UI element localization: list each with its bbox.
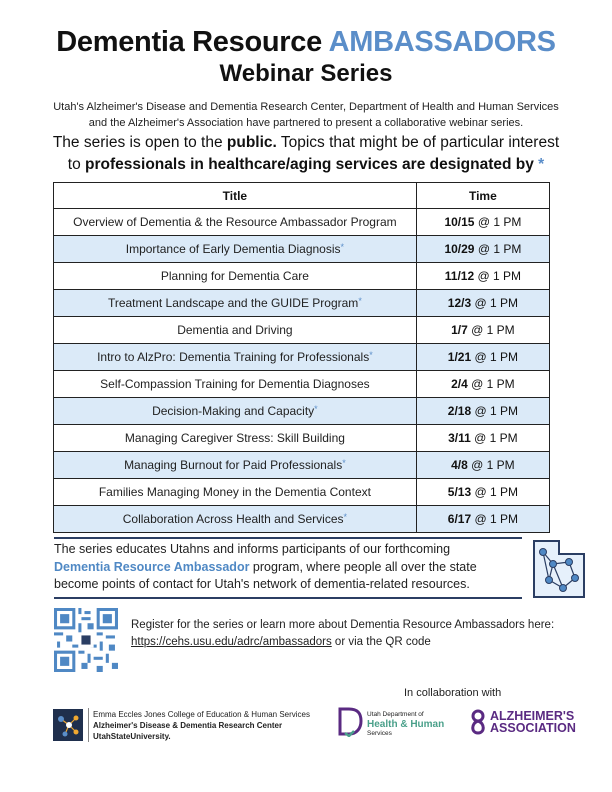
session-date: 2/4 [451,377,468,391]
page-subtitle: Webinar Series [219,60,393,87]
table-row [54,506,550,533]
education-line-2-text: program, where people all over the state [249,559,477,574]
session-time [416,479,549,506]
table-row [54,344,550,371]
education-text [54,541,522,594]
table-row [54,209,550,236]
professional-star-icon: * [340,242,345,252]
alzheimers-logo-icon [468,709,488,735]
education-line-3: become points of contact for Utah's network of dementia-related resources. [54,577,470,591]
session-time [416,506,549,533]
session-title-text: Overview of Dementia & the Resource Ambassador Program [73,215,397,229]
session-date: 10/15 [444,215,475,229]
usu-logo-text [93,709,310,742]
session-time [416,425,549,452]
usu-line-1: Emma Eccles Jones College of Education & Human Services [93,710,310,719]
session-title [54,290,417,317]
session-hour: @ 1 PM [474,431,518,445]
collaboration-label: In collaboration with [404,687,502,699]
session-hour: @ 1 PM [471,377,515,391]
register-line-1: Register for the series or learn more about Dementia Resource Ambassadors here: [131,619,555,631]
education-line-2 [54,559,522,577]
session-time [416,317,549,344]
table-row [54,236,550,263]
session-title-text: Decision-Making and Capacity [152,404,315,418]
professional-star-icon: * [369,350,373,360]
session-time [416,452,549,479]
session-date: 2/18 [447,404,472,418]
audience-professionals: professionals in healthcare/aging services are designated by [85,156,534,173]
audience-part1: The series is open to the [52,134,227,151]
session-date: 1/7 [451,323,468,337]
education-line-1: The series educates Utahns and informs participants of our forthcoming [54,542,451,556]
table-row [54,371,550,398]
header-time: Time [416,183,549,209]
session-title [54,344,417,371]
professional-star-icon: * [342,458,346,468]
divider-top [54,537,522,539]
session-title [54,317,417,344]
alzheimers-logo-text [490,710,576,734]
session-hour: @ 1 PM [471,323,515,337]
session-hour: @ 1 PM [474,404,518,418]
usu-line-3: UtahStateUniversity. [93,732,171,741]
usu-logo-divider [88,708,89,742]
professional-star-icon: * [343,512,348,522]
session-date: 10/29 [444,242,475,256]
qr-code[interactable] [54,608,118,672]
session-title-text: Families Managing Money in the Dementia Context [98,485,371,499]
audience-public: public. [226,134,277,151]
audience-part3: to [67,156,86,173]
divider-bottom [54,597,522,599]
session-hour: @ 1 PM [477,242,522,256]
session-date: 6/17 [447,512,472,526]
register-line-2 [131,634,591,651]
session-time [416,209,549,236]
dhhs-line-2: Health & Human [367,719,445,730]
utah-network-icon [529,538,589,600]
session-time [416,398,549,425]
table-row [54,290,550,317]
page-title [0,26,612,59]
audience-line-1 [20,132,592,154]
audience-line-2 [20,154,592,176]
register-suffix: or via the QR code [331,636,431,648]
table-row [54,452,550,479]
intro-line-2: and the Alzheimer's Association have partnered to present a collaborative webinar series. [88,117,524,129]
session-time [416,236,549,263]
session-hour: @ 1 PM [471,458,515,472]
session-time [416,290,549,317]
session-date: 12/3 [447,296,472,310]
session-date: 1/21 [447,350,472,364]
session-hour: @ 1 PM [474,485,518,499]
intro-line-1: Utah's Alzheimer's Disease and Dementia Research Center, Department of Health and Human Services [53,101,559,113]
session-title-text: Planning for Dementia Care [160,269,309,283]
session-date: 5/13 [447,485,472,499]
session-time [416,371,549,398]
schedule-table [53,182,550,533]
professional-star-icon: * [314,404,318,414]
session-date: 3/11 [448,431,471,445]
table-row [54,398,550,425]
session-title [54,479,417,506]
session-title [54,506,417,533]
session-title [54,425,417,452]
table-row [54,425,550,452]
session-title-text: Collaboration Across Health and Services [122,512,344,526]
table-row [54,263,550,290]
dhhs-logo-text [367,711,444,738]
session-time [416,263,549,290]
session-title [54,371,417,398]
intro-text [30,99,582,131]
usu-line-2: Alzheimer's Disease & Dementia Research Center [93,721,283,730]
session-hour: @ 1 PM [477,269,522,283]
register-text [131,617,591,651]
usu-adrc-logo-icon [53,709,83,741]
session-title [54,236,417,263]
table-header-row [54,183,550,209]
ambassador-highlight: Dementia Resource Ambassador [54,559,250,574]
session-hour: @ 1 PM [474,296,518,310]
audience-text [20,132,592,176]
dhhs-logo-icon [337,707,363,737]
dhhs-line-1: Utah Department of [367,711,424,718]
register-link[interactable]: https://cehs.usu.edu/adrc/ambassadors [131,636,332,648]
session-hour: @ 1 PM [477,215,522,229]
professional-star-icon: * [358,296,362,306]
session-title-text: Self-Compassion Training for Dementia Diagnoses [100,377,370,391]
table-row [54,317,550,344]
audience-star: * [538,156,545,173]
alz-line-2: ASSOCIATION [490,721,576,735]
session-title-text: Intro to AlzPro: Dementia Training for Professionals [97,350,370,364]
session-title-text: Managing Caregiver Stress: Skill Building [124,431,345,445]
session-title-text: Managing Burnout for Paid Professionals [124,458,343,472]
header-title: Title [54,183,417,209]
table-row [54,479,550,506]
session-title-text: Importance of Early Dementia Diagnosis [125,242,341,256]
table-body [54,209,550,533]
session-date: 11/12 [444,269,475,283]
session-hour: @ 1 PM [474,350,518,364]
dhhs-line-3: Services [367,730,392,737]
audience-part2: Topics that might be of particular interest [276,134,560,151]
session-title-text: Dementia and Driving [177,323,293,337]
session-time [416,344,549,371]
session-title [54,398,417,425]
session-title [54,209,417,236]
session-date: 4/8 [451,458,468,472]
alz-line-1: ALZHEIMER'S [490,709,575,723]
title-accent: AMBASSADORS [328,26,556,58]
session-title-text: Treatment Landscape and the GUIDE Program [107,296,359,310]
session-hour: @ 1 PM [474,512,518,526]
session-title [54,263,417,290]
title-main: Dementia Resource [56,26,322,58]
session-title [54,452,417,479]
